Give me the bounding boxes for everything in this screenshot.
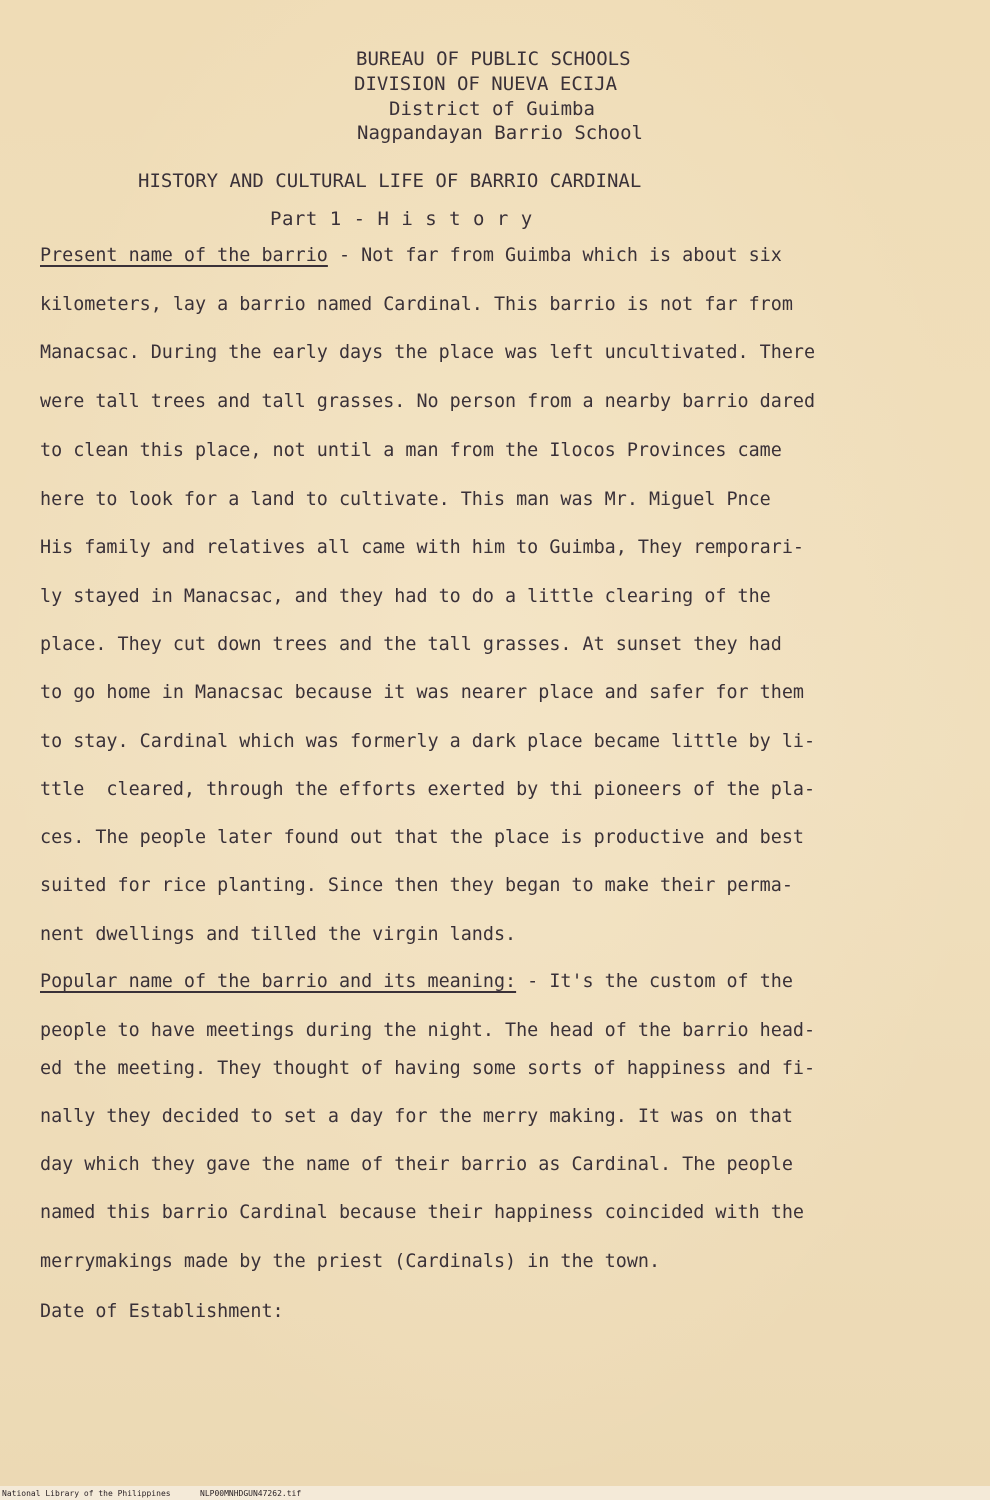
document-title: HISTORY AND CULTURAL LIFE OF BARRIO CARDINAL [138, 170, 642, 192]
section1-first-line [40, 243, 782, 269]
section1-heading: Present name of the barrio [40, 245, 328, 266]
section2-line: named this barrio Cardinal because their happiness coincided with the [40, 1202, 804, 1223]
section1-first-line-text: - Not far from Guimba which is about six [327, 245, 782, 266]
section1-line: ly stayed in Manacsac, and they had to do a little clearing of the [40, 586, 771, 607]
section3-heading: Date of Establishment: [40, 1301, 284, 1322]
section1-line: were tall trees and tall grasses. No person from a nearby barrio dared [40, 391, 816, 412]
section1-line: suited for rice planting. Since then they began to make their perma- [40, 875, 793, 896]
header-bureau: BUREAU OF PUBLIC SCHOOLS [356, 48, 631, 70]
section2-line: ed the meeting. They thought of having some sorts of happiness and fi- [40, 1058, 816, 1079]
section1-line: ttle cleared, through the efforts exerted by thi pioneers of the pla- [40, 779, 816, 800]
section2-line: people to have meetings during the night. The head of the barrio head- [40, 1020, 816, 1041]
section2-line: day which they gave the name of their barrio as Cardinal. The people [40, 1154, 793, 1175]
section1-line: to go home in Manacsac because it was nearer place and safer for them [40, 682, 804, 703]
section1-line: nent dwellings and tilled the virgin lands. [40, 924, 517, 945]
header-district: District of Guimba [389, 98, 595, 120]
part-title: Part 1 - H i s t o r y [270, 208, 533, 230]
section2-line: nally they decided to set a day for the merry making. It was on that [40, 1106, 793, 1127]
header-division: DIVISION OF NUEVA ECIJA [354, 73, 618, 95]
section1-line: to stay. Cardinal which was formerly a dark place became little by li- [40, 731, 816, 752]
section2-heading: Popular name of the barrio and its meaning: [40, 971, 517, 992]
section1-line: kilometers, lay a barrio named Cardinal. This barrio is not far from [40, 294, 793, 315]
section1-line: Manacsac. During the early days the place was left uncultivated. There [40, 342, 816, 363]
section1-line: place. They cut down trees and the tall grasses. At sunset they had [40, 634, 782, 655]
section1-line: His family and relatives all came with him to Guimba, They remporari- [40, 537, 804, 558]
section2-first-line [40, 969, 793, 995]
section2-first-line-text: - It's the custom of the [516, 971, 793, 992]
section1-line: ces. The people later found out that the place is productive and best [40, 827, 804, 848]
header-school: Nagpandayan Barrio School [357, 122, 643, 144]
section1-line: to clean this place, not until a man from the Ilocos Provinces came [40, 440, 782, 461]
footer-file-name: NLP00MNHDGUN47262.tif [200, 1489, 302, 1498]
section2-line: merrymakings made by the priest (Cardinals) in the town. [40, 1251, 661, 1272]
section1-line: here to look for a land to cultivate. This man was Mr. Miguel Pnce [40, 489, 771, 510]
footer-library: National Library of the Philippines [2, 1489, 171, 1498]
